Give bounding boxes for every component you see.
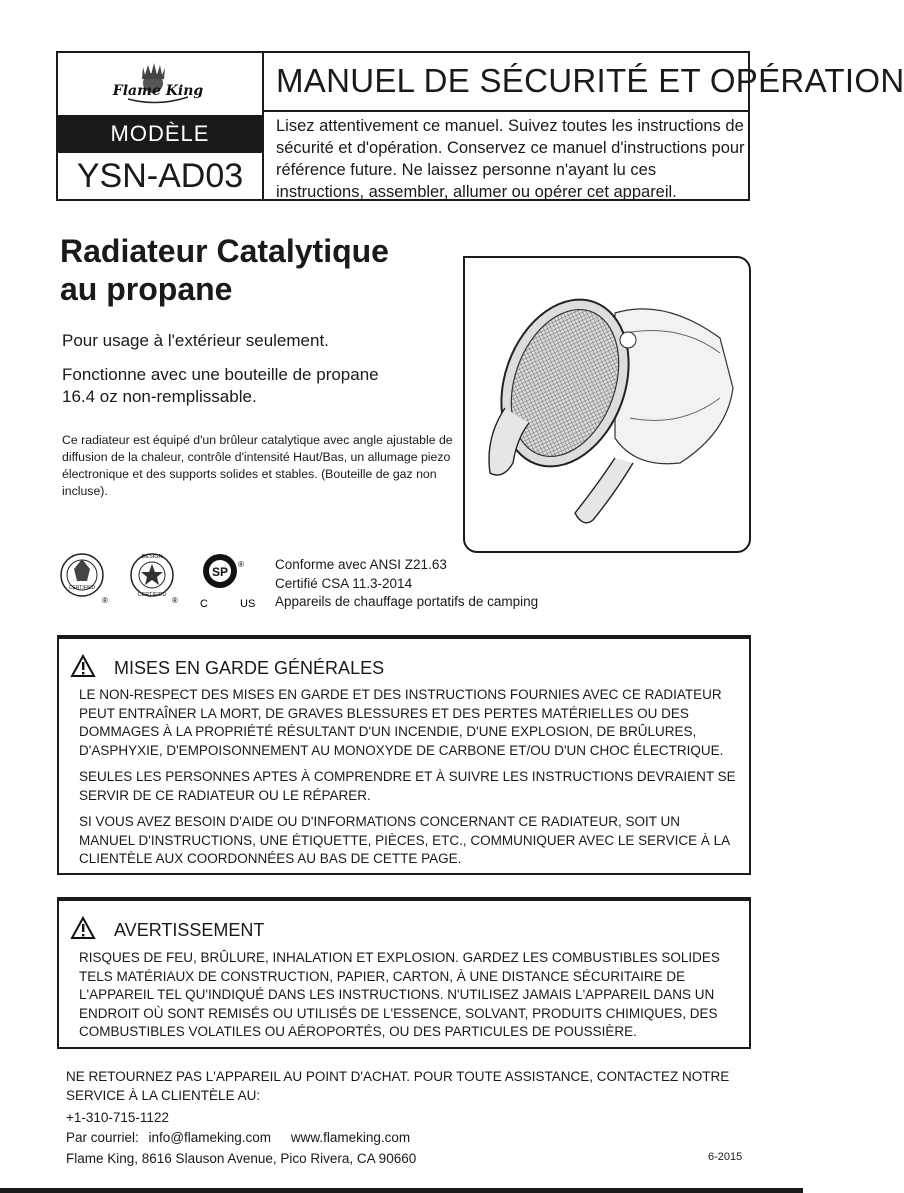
manual-title: MANUEL DE SÉCURITÉ ET OPÉRATION	[276, 62, 904, 99]
revision-date: 6-2015	[708, 1151, 743, 1163]
product-title	[60, 232, 389, 308]
warning-icon	[71, 655, 95, 677]
product-title-line1: Radiateur Catalytique	[60, 233, 389, 269]
cert-line: Conforme avec ANSI Z21.63	[275, 557, 447, 572]
general-warnings-box	[57, 635, 751, 875]
warning-heading	[71, 917, 264, 941]
warning-box	[57, 897, 751, 1049]
certification-text	[275, 556, 538, 612]
bottom-rule	[0, 1188, 803, 1193]
warning-icon	[71, 917, 95, 939]
general-warnings-heading	[71, 655, 384, 679]
cert-badge-icon	[61, 554, 108, 605]
fuel-text	[62, 364, 379, 408]
certification-logos	[60, 545, 260, 615]
divider	[262, 53, 264, 199]
svg-text:®: ®	[238, 560, 244, 569]
divider	[262, 110, 748, 112]
return-notice: NE RETOURNEZ PAS L'APPAREIL AU POINT D'ACHAT. POUR TOUTE ASSISTANCE, CONTACTEZ NOTRE SERVICE À LA CLIENTÈLE AU:	[66, 1069, 730, 1103]
cert-line: Certifié CSA 11.3-2014	[275, 575, 413, 591]
csa-logo-text: SP	[211, 565, 229, 579]
warning-paragraph: RISQUES DE FEU, BRÛLURE, INHALATION ET EXPLOSION. GARDEZ LES COMBUSTIBLES SOLIDES TELS MATÉRIAUX DE CONSTRUCTION, PAPIER, CARTON, À UNE DISTANCE SÉCURITAIRE DE L'APPAREIL TEL QU'INDIQUÉ DANS LES INSTRUCTIONS. N'UTILISEZ JAMAIS L'APPAREIL DANS UN ENDROIT OÙ SONT REMISÉS OU UTILISÉS DE L'ESSENCE, SOLVANT, PRODUITS CHIMIQUES, DES COMBUSTIBLES VOLATILES OU AÉROPORTÉS, OU DES PARTICULES DE POUSSIÈRE.	[79, 950, 720, 1039]
heater-illustration	[465, 258, 749, 551]
email-link[interactable]: info@flameking.com	[148, 1130, 272, 1145]
model-number: YSN-AD03	[76, 157, 244, 195]
email-label: Par courriel:	[66, 1130, 139, 1145]
logo	[58, 53, 262, 115]
design-badge-top: DESIGN	[141, 554, 163, 560]
svg-text:®: ®	[172, 596, 178, 605]
fuel-line1: Fonctionne avec une bouteille de propane	[62, 365, 379, 384]
website-link[interactable]: www.flameking.com	[290, 1130, 411, 1145]
intro-text: Lisez attentivement ce manuel. Suivez toutes les instructions de sécurité et d'opération. Conservez ce manuel d'instructions pour référence future. Ne laissez personne n'ayant lu ces instructions, assembler, allumer ou opérer cet appareil.	[276, 117, 745, 201]
csa-us-label: US	[240, 598, 256, 610]
model-label: MODÈLE	[58, 115, 262, 153]
product-description: Ce radiateur est équipé d'un brûleur catalytique avec angle ajustable de diffusion de la chaleur, contrôle d'intensité Haut/Bas, un allumage piezo électronique et des supports solides et stables. (Bouteille de gaz non incluse).	[62, 433, 453, 498]
design-certified-icon	[131, 554, 178, 605]
warning-paragraph: LE NON-RESPECT DES MISES EN GARDE ET DES INSTRUCTIONS FOURNIES AVEC CE RADIATEUR PEUT ENTRAÎNER LA MORT, DE GRAVES BLESSURES ET DES PERTES MATÉRIELLES OU DES DOMMAGES À LA PROPRIÉTÉ RÉSULTANT D'UN INCENDIE, D'UNE EXPLOSION, DE BRÛLURES, D'ASPHYXIE, D'EMPOISONNEMENT AU MONOXYDE DE CARBONE ET/OU D'UN CHOC ÉLECTRIQUE.	[79, 687, 724, 758]
product-title-line2: au propane	[60, 271, 233, 307]
design-badge-bottom: CERTIFIED	[137, 592, 167, 598]
warning-paragraph: SEULES LES PERSONNES APTES À COMPRENDRE ET À SUIVRE LES INSTRUCTIONS DEVRAIENT SE SERVIR DE CE RADIATEUR OU LE RÉPARER.	[79, 769, 736, 803]
product-image-frame	[463, 256, 751, 553]
outdoor-use-text: Pour usage à l'extérieur seulement.	[62, 331, 329, 350]
cert-badge-label: CERTIFIED	[68, 585, 96, 591]
csa-logo-icon	[200, 554, 255, 610]
contact-line	[66, 1130, 410, 1145]
header-box	[56, 51, 904, 201]
phone-number: +1-310-715-1122	[66, 1110, 169, 1125]
warning-title: AVERTISSEMENT	[114, 920, 265, 940]
fuel-line2: 16.4 oz non-remplissable.	[62, 387, 257, 406]
general-warnings-title: MISES EN GARDE GÉNÉRALES	[114, 658, 385, 678]
warning-paragraph: SI VOUS AVEZ BESOIN D'AIDE OU D'INFORMATIONS CONCERNANT CE RADIATEUR, SOIT UN MANUEL D'INSTRUCTIONS, UNE ÉTIQUETTE, PIÈCES, ETC., COMMUNIQUER AVEC LE SERVICE À LA CLIENTÈLE AUX COORDONNÉES AU BAS DE CETTE PAGE.	[79, 814, 730, 866]
csa-c-label: C	[200, 598, 208, 610]
company-address: Flame King, 8616 Slauson Avenue, Pico Rivera, CA 90660	[66, 1151, 417, 1166]
logo-text: Flame King	[112, 83, 204, 99]
svg-text:®: ®	[102, 596, 108, 605]
cert-line: Appareils de chauffage portatifs de camping	[275, 594, 539, 609]
